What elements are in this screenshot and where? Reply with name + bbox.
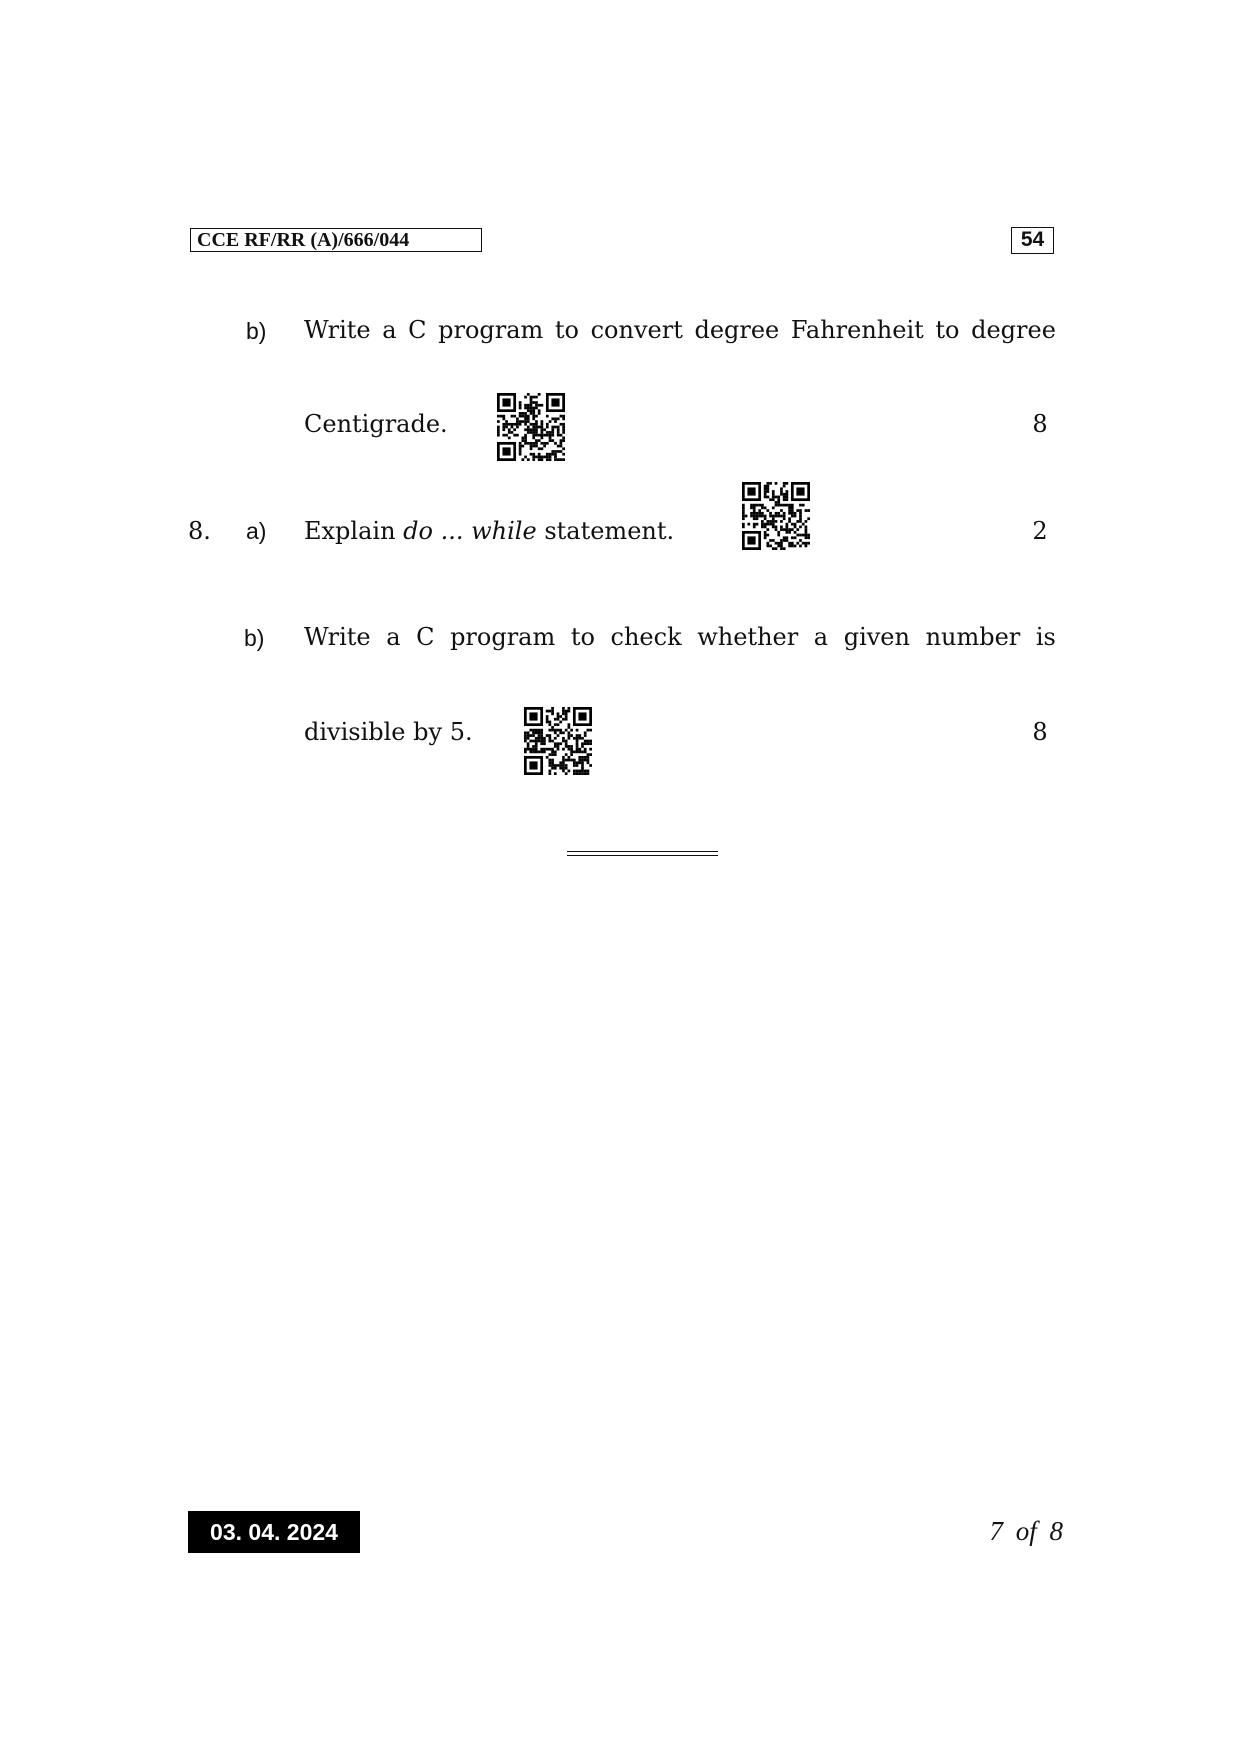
page-number: 7 of 8	[989, 1516, 1063, 1546]
question-8b-marks: 8	[1032, 718, 1048, 746]
qr-code-icon	[497, 393, 565, 461]
question-8a-text	[304, 516, 674, 546]
question-word: to	[570, 623, 595, 651]
question-word: degree	[971, 316, 1056, 344]
question-8b-line2: divisible by 5.	[304, 718, 473, 746]
question-8a-label: a)	[246, 518, 267, 544]
question-word: degree	[694, 316, 780, 344]
paper-code: CCE RF/RR (A)/666/044	[190, 228, 482, 252]
question-word: whether	[697, 623, 799, 651]
question-8b-label: b)	[244, 625, 265, 651]
question-word: C	[416, 623, 435, 651]
end-rule-bottom	[567, 855, 718, 856]
end-rule-top	[567, 851, 718, 852]
question-word: Write	[304, 623, 371, 651]
question-8a-text-after: statement.	[536, 517, 675, 545]
set-number: 54	[1011, 227, 1054, 254]
exam-date: 03. 04. 2024	[188, 1511, 360, 1553]
question-7b-marks: 8	[1032, 410, 1048, 438]
question-word: to	[554, 316, 579, 344]
question-word: given	[843, 623, 910, 651]
question-8-number: 8.	[188, 517, 211, 545]
question-word: is	[1035, 623, 1056, 651]
question-word: check	[610, 623, 682, 651]
question-8a-text-italic: do ... while	[403, 517, 537, 545]
question-word: program	[450, 623, 556, 651]
qr-code-icon	[742, 482, 810, 550]
question-word: to	[935, 316, 960, 344]
question-word: convert	[590, 316, 683, 344]
question-7b-line1	[304, 315, 1056, 345]
question-word: Fahrenheit	[790, 316, 924, 344]
question-7b-label: b)	[246, 318, 267, 344]
question-7b-line2: Centigrade.	[304, 410, 448, 438]
question-word: number	[925, 623, 1021, 651]
question-8b-line1	[304, 622, 1056, 652]
qr-code-icon	[524, 707, 592, 775]
question-word: Write	[304, 316, 371, 344]
question-8a-marks: 2	[1032, 517, 1048, 545]
question-word: program	[438, 316, 544, 344]
question-word: a	[813, 623, 829, 651]
question-word: C	[408, 316, 427, 344]
question-word: a	[382, 316, 397, 344]
question-word: a	[386, 623, 401, 651]
question-8a-text-before: Explain	[304, 517, 404, 545]
